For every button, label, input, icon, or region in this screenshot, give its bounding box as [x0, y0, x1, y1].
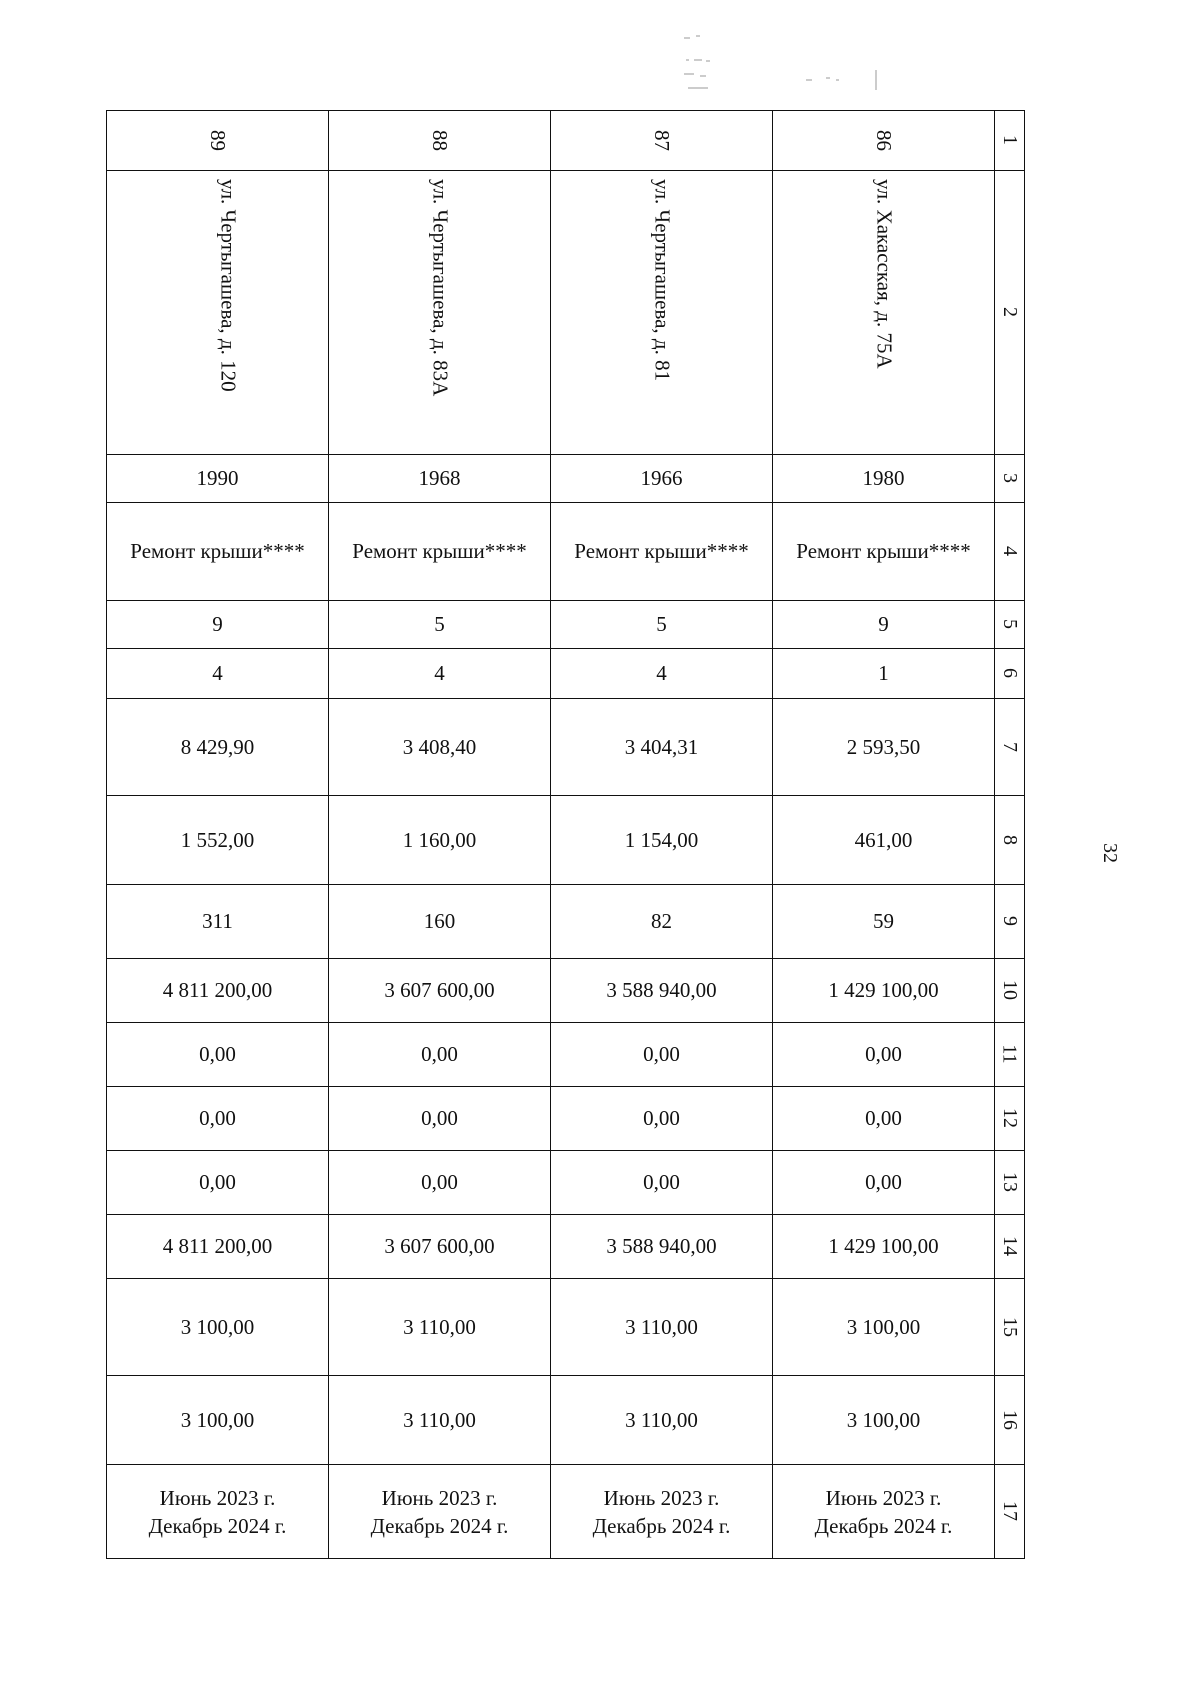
value-cell: 3 110,00	[329, 1279, 551, 1376]
value-cell: 0,00	[329, 1087, 551, 1151]
value-cell: 3 607 600,00	[329, 1215, 551, 1279]
column-number: 9	[995, 885, 1025, 959]
value-cell: 3 100,00	[107, 1376, 329, 1465]
address-cell: ул. Чертыгашева, д. 83А	[329, 171, 551, 455]
value-cell: 0,00	[773, 1151, 995, 1215]
value-cell: 0,00	[773, 1023, 995, 1087]
value-cell: 1 552,00	[107, 796, 329, 885]
column-number: 13	[995, 1151, 1025, 1215]
value-cell: 1 429 100,00	[773, 959, 995, 1023]
value-cell: 0,00	[551, 1023, 773, 1087]
date-start: Июнь 2023 г.	[381, 1485, 498, 1510]
table-row	[107, 1215, 1025, 1279]
value-cell: 3 110,00	[551, 1279, 773, 1376]
table-row	[107, 1023, 1025, 1087]
scan-artifact-mark	[676, 30, 896, 110]
value-cell: 4	[107, 649, 329, 699]
record-number: 87	[551, 111, 773, 171]
table-row	[107, 649, 1025, 699]
address-cell: ул. Чертыгашева, д. 120	[107, 171, 329, 455]
value-cell: 311	[107, 885, 329, 959]
date-range-cell	[329, 1465, 551, 1559]
date-range-cell	[773, 1465, 995, 1559]
address-cell: ул. Хакасская, д. 75А	[773, 171, 995, 455]
value-cell: 0,00	[107, 1023, 329, 1087]
table-row	[107, 1087, 1025, 1151]
table-row	[107, 1279, 1025, 1376]
value-cell: 1	[773, 649, 995, 699]
column-number: 15	[995, 1279, 1025, 1376]
date-start: Июнь 2023 г.	[603, 1485, 720, 1510]
column-number: 4	[995, 503, 1025, 601]
value-cell: 3 588 940,00	[551, 959, 773, 1023]
table-row	[107, 601, 1025, 649]
value-cell: 5	[551, 601, 773, 649]
column-number: 11	[995, 1023, 1025, 1087]
work-type-cell: Ремонт крыши****	[107, 503, 329, 601]
value-cell: 3 110,00	[551, 1376, 773, 1465]
value-cell: 4 811 200,00	[107, 959, 329, 1023]
value-cell: 8 429,90	[107, 699, 329, 796]
column-number: 16	[995, 1376, 1025, 1465]
value-cell: 0,00	[107, 1087, 329, 1151]
work-type-cell: Ремонт крыши****	[329, 503, 551, 601]
year-cell: 1990	[107, 455, 329, 503]
table-row	[107, 796, 1025, 885]
value-cell: 461,00	[773, 796, 995, 885]
value-cell: 3 408,40	[329, 699, 551, 796]
value-cell: 0,00	[329, 1023, 551, 1087]
date-end: Декабрь 2024 г.	[370, 1513, 509, 1538]
value-cell: 9	[107, 601, 329, 649]
column-number: 10	[995, 959, 1025, 1023]
value-cell: 1 154,00	[551, 796, 773, 885]
table-row	[107, 1465, 1025, 1559]
date-end: Декабрь 2024 г.	[814, 1513, 953, 1538]
work-type-cell: Ремонт крыши****	[773, 503, 995, 601]
value-cell: 0,00	[773, 1087, 995, 1151]
value-cell: 4	[551, 649, 773, 699]
address-cell: ул. Чертыгашева, д. 81	[551, 171, 773, 455]
table-row	[107, 1151, 1025, 1215]
column-number: 12	[995, 1087, 1025, 1151]
date-end: Декабрь 2024 г.	[148, 1513, 287, 1538]
value-cell: 3 100,00	[773, 1376, 995, 1465]
value-cell: 3 404,31	[551, 699, 773, 796]
value-cell: 0,00	[551, 1151, 773, 1215]
value-cell: 5	[329, 601, 551, 649]
column-number: 3	[995, 455, 1025, 503]
value-cell: 3 100,00	[773, 1279, 995, 1376]
table-row	[107, 885, 1025, 959]
date-end: Декабрь 2024 г.	[592, 1513, 731, 1538]
table-row	[107, 503, 1025, 601]
year-cell: 1968	[329, 455, 551, 503]
record-number: 89	[107, 111, 329, 171]
value-cell: 0,00	[551, 1087, 773, 1151]
column-number: 14	[995, 1215, 1025, 1279]
table-row	[107, 111, 1025, 171]
value-cell: 59	[773, 885, 995, 959]
value-cell: 4	[329, 649, 551, 699]
value-cell: 0,00	[329, 1151, 551, 1215]
record-number: 88	[329, 111, 551, 171]
date-start: Июнь 2023 г.	[825, 1485, 942, 1510]
value-cell: 9	[773, 601, 995, 649]
date-range-cell	[107, 1465, 329, 1559]
table-row	[107, 455, 1025, 503]
table-row	[107, 171, 1025, 455]
value-cell: 3 100,00	[107, 1279, 329, 1376]
value-cell: 3 588 940,00	[551, 1215, 773, 1279]
value-cell: 3 110,00	[329, 1376, 551, 1465]
table-row	[107, 959, 1025, 1023]
column-number: 7	[995, 699, 1025, 796]
value-cell: 1 429 100,00	[773, 1215, 995, 1279]
table-row	[107, 699, 1025, 796]
value-cell: 160	[329, 885, 551, 959]
column-number: 1	[995, 111, 1025, 171]
value-cell: 82	[551, 885, 773, 959]
column-number: 17	[995, 1465, 1025, 1559]
date-range-cell	[551, 1465, 773, 1559]
column-number: 5	[995, 601, 1025, 649]
record-number: 86	[773, 111, 995, 171]
repair-table	[106, 110, 1025, 1559]
date-start: Июнь 2023 г.	[159, 1485, 276, 1510]
column-number: 6	[995, 649, 1025, 699]
value-cell: 0,00	[107, 1151, 329, 1215]
table-row	[107, 1376, 1025, 1465]
column-number: 2	[995, 171, 1025, 455]
work-type-cell: Ремонт крыши****	[551, 503, 773, 601]
value-cell: 1 160,00	[329, 796, 551, 885]
page-number: 32	[1099, 843, 1121, 863]
value-cell: 3 607 600,00	[329, 959, 551, 1023]
column-number: 8	[995, 796, 1025, 885]
value-cell: 4 811 200,00	[107, 1215, 329, 1279]
value-cell: 2 593,50	[773, 699, 995, 796]
year-cell: 1980	[773, 455, 995, 503]
year-cell: 1966	[551, 455, 773, 503]
